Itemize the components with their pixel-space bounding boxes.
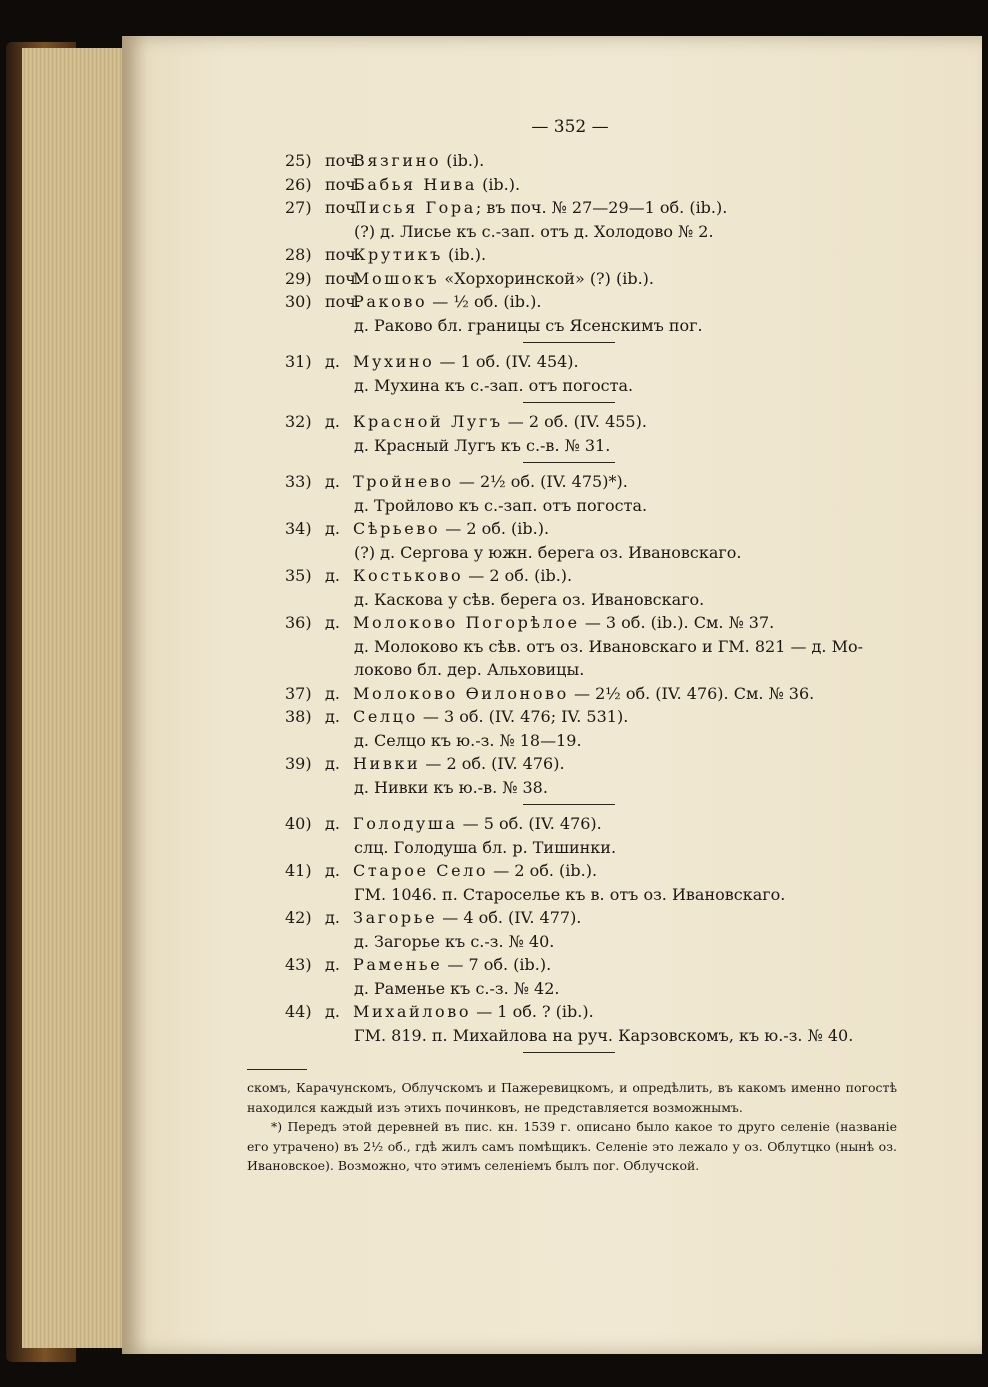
entry-row bbox=[285, 350, 910, 374]
entry-number: 25) bbox=[285, 151, 312, 170]
entry-number: 41) bbox=[285, 861, 312, 880]
entry-main bbox=[353, 267, 654, 291]
entry-number: 26) bbox=[285, 174, 312, 194]
entry-type: поч. bbox=[325, 245, 361, 264]
section-separator bbox=[285, 1047, 910, 1060]
entry-main bbox=[353, 517, 549, 541]
entry-number: 29) bbox=[285, 268, 312, 288]
entry-name: Михайлово bbox=[353, 1002, 472, 1021]
entry-type: поч. bbox=[325, 198, 361, 217]
entry-row bbox=[285, 705, 910, 729]
entry-main bbox=[353, 564, 572, 588]
entry-row bbox=[285, 1000, 910, 1024]
entry-type: д. bbox=[325, 566, 340, 585]
entry-name: Старое Село bbox=[353, 861, 489, 880]
entry-type: д. bbox=[325, 861, 340, 880]
entry-note: д. Загорье къ с.-з. № 40. bbox=[354, 931, 555, 951]
entry-type: д. bbox=[325, 683, 340, 703]
entry-details: — 1 об. (IV. 454). bbox=[434, 352, 579, 371]
entry-name: Раково bbox=[353, 292, 428, 311]
entry-row bbox=[285, 906, 910, 930]
entry-details: — 2 об. (IV. 455). bbox=[502, 412, 647, 431]
entry-name: Тройнево bbox=[353, 472, 454, 491]
entry-type: д. bbox=[325, 472, 340, 491]
footnote-continuation: скомъ, Карачунскомъ, Облучскомъ и Пажеревицкомъ, и опредѣлить, въ какомъ именно погостѣ находился каждый изъ этихъ починковъ, не представляется возможнымъ. bbox=[247, 1080, 897, 1115]
entry-main bbox=[353, 682, 814, 706]
entry-number: 28) bbox=[285, 245, 312, 264]
entry-details: — 2 об. (ib.). bbox=[488, 861, 598, 880]
entry-row bbox=[285, 752, 910, 776]
entry-row bbox=[285, 290, 910, 314]
entry-row bbox=[285, 564, 910, 588]
entry-name: Вязгино bbox=[353, 151, 442, 170]
entry-row bbox=[285, 470, 910, 494]
entry-note: д. Селцо къ ю.-з. № 18—19. bbox=[354, 730, 582, 750]
entry-details: (ib.). bbox=[476, 174, 521, 194]
entry-number: 40) bbox=[285, 814, 312, 833]
entry-name: Сѣрьево bbox=[353, 519, 441, 538]
entry-number: 36) bbox=[285, 613, 312, 632]
entry-row bbox=[285, 812, 910, 836]
entry-number: 35) bbox=[285, 566, 312, 585]
entry-details: — ½ об. (ib.). bbox=[427, 292, 542, 311]
entry-row bbox=[285, 517, 910, 541]
entry-type: д. bbox=[325, 754, 340, 773]
entry-name: Голодуша bbox=[353, 814, 458, 833]
entry-row bbox=[285, 611, 910, 635]
entry-note: д. Раменье къ с.-з. № 42. bbox=[354, 978, 560, 998]
entry-details: — 3 об. (ib.). См. № 37. bbox=[579, 613, 775, 632]
entry-type: д. bbox=[325, 412, 340, 431]
entry-note: д. Мухина къ с.-зап. отъ погоста. bbox=[354, 375, 634, 395]
entry-type: д. bbox=[325, 814, 340, 833]
entry-name: Костьково bbox=[353, 566, 464, 585]
entry-type: поч. bbox=[325, 174, 361, 194]
entry-details: — 2 об. (ib.). bbox=[440, 519, 550, 538]
section-separator bbox=[285, 457, 910, 470]
entry-main bbox=[353, 149, 484, 173]
entry-note: ГМ. 819. п. Михайлова на руч. Карзовскомъ, къ ю.-з. № 40. bbox=[354, 1025, 854, 1045]
entry-note: слц. Голодуша бл. р. Тишинки. bbox=[354, 837, 617, 857]
entry-name: Загорье bbox=[353, 908, 438, 927]
entry-note: (?) д. Сергова у южн. берега оз. Ивановскаго. bbox=[354, 542, 742, 562]
entry-details: — 1 об. ? (ib.). bbox=[471, 1002, 594, 1021]
entry-details: — 3 об. (IV. 476; IV. 531). bbox=[417, 707, 629, 726]
entry-note: д. Каскова у сѣв. берега оз. Ивановскаго. bbox=[354, 589, 705, 609]
footnote-rule bbox=[247, 1069, 307, 1070]
entry-name: Крутикъ bbox=[353, 245, 443, 264]
entry-note: д. Молоково къ сѣв. отъ оз. Ивановскаго и ГМ. 821 — д. Мо- bbox=[354, 636, 863, 656]
entry-row bbox=[285, 410, 910, 434]
entry-row bbox=[285, 859, 910, 883]
section-separator bbox=[285, 397, 910, 410]
entry-details: (ib.). bbox=[442, 245, 487, 264]
entry-note: локово бл. дер. Альховицы. bbox=[354, 660, 585, 679]
entry-row bbox=[285, 267, 910, 291]
entry-main bbox=[353, 752, 565, 776]
entry-row bbox=[285, 243, 910, 267]
entry-row bbox=[285, 953, 910, 977]
entry-main bbox=[353, 173, 520, 197]
entry-main bbox=[353, 859, 597, 883]
entry-main bbox=[353, 705, 628, 729]
entry-type: поч. bbox=[325, 151, 361, 170]
entry-row bbox=[285, 196, 910, 220]
entry-main bbox=[353, 350, 579, 374]
entry-note: д. Раково бл. границы съ Ясенскимъ пог. bbox=[354, 315, 703, 335]
page-number: — 352 — bbox=[531, 117, 609, 137]
entry-number: 39) bbox=[285, 754, 312, 773]
entry-name: Селцо bbox=[353, 707, 418, 726]
entry-details: (ib.). bbox=[441, 151, 485, 170]
entry-row bbox=[285, 682, 910, 706]
entry-type: д. bbox=[325, 707, 340, 726]
entry-type: д. bbox=[325, 1002, 340, 1021]
entry-number: 32) bbox=[285, 412, 312, 431]
entry-main bbox=[353, 906, 581, 930]
entry-name: Мухино bbox=[353, 352, 435, 371]
entries-list bbox=[285, 149, 910, 1060]
entry-type: д. bbox=[325, 955, 340, 974]
entry-number: 31) bbox=[285, 352, 312, 371]
entry-name: Молоково Ѳилоново bbox=[353, 683, 569, 703]
entry-type: поч. bbox=[325, 292, 361, 311]
entry-name: Бабья Нива bbox=[353, 174, 477, 194]
entry-note: ГМ. 1046. п. Староселье къ в. отъ оз. Ивановскаго. bbox=[354, 884, 786, 904]
entry-main bbox=[353, 196, 727, 220]
entry-note: (?) д. Лисье къ с.-зап. отъ д. Холодово № 2. bbox=[354, 221, 714, 241]
entry-main bbox=[353, 953, 551, 977]
entry-main bbox=[353, 1000, 594, 1024]
entry-name: Красной Лугъ bbox=[353, 412, 503, 431]
entry-number: 37) bbox=[285, 683, 312, 703]
entry-type: д. bbox=[325, 519, 340, 538]
entry-details: «Хорхоринской» (?) (ib.). bbox=[439, 268, 654, 288]
entry-name: Лисья Гора bbox=[353, 198, 476, 217]
entry-main bbox=[353, 611, 774, 635]
entry-details: ; въ поч. № 27—29—1 об. (ib.). bbox=[475, 198, 728, 217]
entry-details: — 2 об. (IV. 476). bbox=[420, 754, 565, 773]
entry-number: 44) bbox=[285, 1002, 312, 1021]
entry-details: — 4 об. (IV. 477). bbox=[437, 908, 582, 927]
entry-name: Нивки bbox=[353, 754, 421, 773]
section-separator bbox=[285, 337, 910, 350]
section-separator bbox=[285, 799, 910, 812]
entry-name: Мошокъ bbox=[353, 268, 440, 288]
entry-number: 34) bbox=[285, 519, 312, 538]
entry-type: д. bbox=[325, 908, 340, 927]
entry-type: д. bbox=[325, 613, 340, 632]
entry-details: — 5 об. (IV. 476). bbox=[457, 814, 602, 833]
entry-note: д. Тройлово къ с.-зап. отъ погоста. bbox=[354, 495, 648, 515]
entry-note: д. Нивки къ ю.-в. № 38. bbox=[354, 777, 548, 797]
entry-details: — 2 об. (ib.). bbox=[463, 566, 573, 585]
entry-main bbox=[353, 243, 486, 267]
entry-details: — 7 об. (ib.). bbox=[442, 955, 552, 974]
entry-note: д. Красный Лугъ къ с.-в. № 31. bbox=[354, 435, 611, 455]
footnotes bbox=[247, 1078, 897, 1176]
entry-number: 43) bbox=[285, 955, 312, 974]
entry-type: поч. bbox=[325, 268, 361, 288]
entry-number: 38) bbox=[285, 707, 312, 726]
entry-row bbox=[285, 173, 910, 197]
entry-number: 42) bbox=[285, 908, 312, 927]
entry-number: 33) bbox=[285, 472, 312, 491]
entry-details: — 2½ об. (IV. 476). См. № 36. bbox=[568, 683, 815, 703]
footnote-star: *) Передъ этой деревней въ пис. кн. 1539 г. описано было какое то друго селеніе (названіе его утрачено) въ 2½ об., гдѣ жилъ самъ помѣщикъ. Селеніе это лежало у оз. Облутцко (нынѣ оз. Ивановское). Возможно, что этимъ селеніемъ былъ пог. Облучской. bbox=[247, 1119, 897, 1173]
entry-number: 30) bbox=[285, 292, 312, 311]
entry-name: Раменье bbox=[353, 955, 443, 974]
entry-main bbox=[353, 290, 541, 314]
entry-name: Молоково Погорѣлое bbox=[353, 613, 580, 632]
entry-details: — 2½ об. (IV. 475)*). bbox=[453, 472, 628, 491]
entry-row bbox=[285, 149, 910, 173]
entry-main bbox=[353, 470, 628, 494]
entry-type: д. bbox=[325, 352, 340, 371]
entry-number: 27) bbox=[285, 198, 312, 217]
entry-main bbox=[353, 410, 647, 434]
entry-main bbox=[353, 812, 602, 836]
